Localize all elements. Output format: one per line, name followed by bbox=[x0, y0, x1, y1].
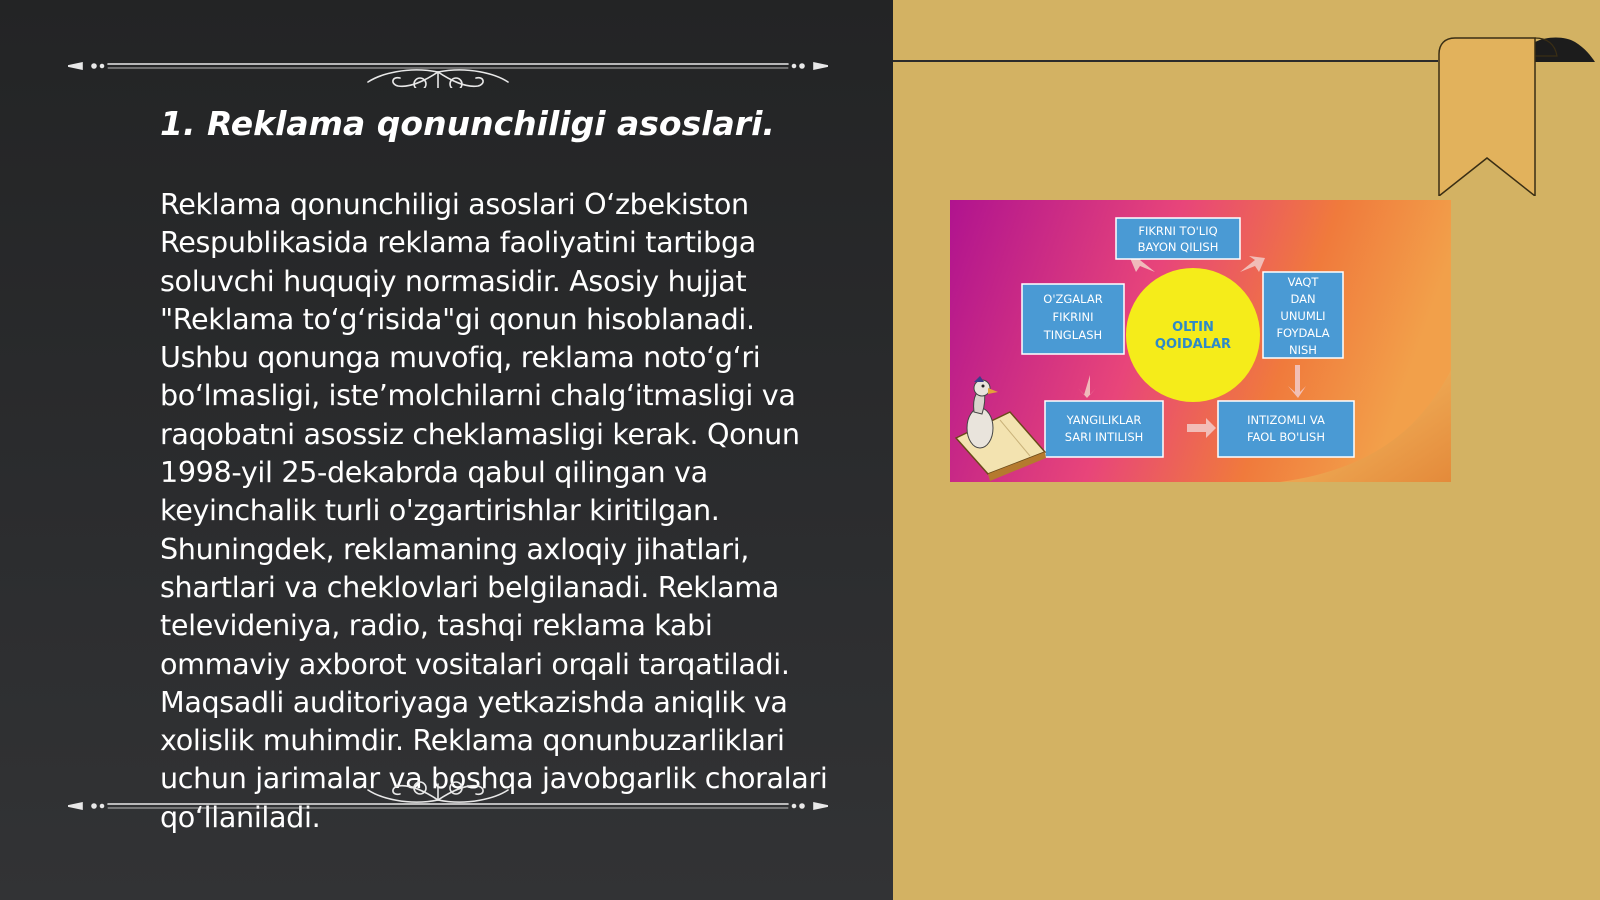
box-left bbox=[1022, 284, 1124, 354]
box-right bbox=[1263, 272, 1343, 358]
header-rule bbox=[893, 60, 1438, 62]
bookmark-ribbon bbox=[1435, 36, 1595, 196]
svg-text:FAOL BO'LISH: FAOL BO'LISH bbox=[1247, 430, 1325, 444]
golden-rules-diagram-image bbox=[950, 200, 1451, 482]
svg-text:NISH: NISH bbox=[1289, 343, 1317, 357]
svg-text:INTIZOMLI VA: INTIZOMLI VA bbox=[1247, 413, 1325, 427]
svg-text:FIKRINI: FIKRINI bbox=[1052, 310, 1094, 324]
svg-text:SARI INTILISH: SARI INTILISH bbox=[1064, 430, 1144, 444]
slide-title: 1. Reklama qonunchiligi asoslari. bbox=[160, 104, 775, 143]
box-bottom-right bbox=[1218, 401, 1354, 457]
box-bottom-left bbox=[1045, 401, 1163, 457]
svg-text:FIKRNI TO'LIQ: FIKRNI TO'LIQ bbox=[1138, 224, 1218, 238]
svg-text:DAN: DAN bbox=[1290, 292, 1316, 306]
svg-text:FOYDALA: FOYDALA bbox=[1276, 326, 1330, 340]
svg-text:TINGLASH: TINGLASH bbox=[1043, 328, 1103, 342]
svg-text:O'ZGALAR: O'ZGALAR bbox=[1043, 292, 1103, 306]
slide-body-text: Reklama qonunchiligi asoslari O‘zbekiston Respublikasida reklama faoliyatini tartibga soluvchi huquqiy normasidir. Asosiy hujjat "Reklama to‘g‘risida"gi qonun hisoblanadi. Ushbu qonunga muvofiq, reklama noto‘g‘ri bo‘lmasligi, iste’molchilarni chalg‘itmasligi va raqobatni asossiz cheklamasligi kerak. Qonun 1998-yil 25-dekabrda qabul qilingan va keyinchalik turli o'zgartirishlar kiritilgan. Shuningdek, reklamaning axloqiy jihatlari, shartlari va cheklovlari belgilanadi. Reklama televideniya, radio, tashqi reklama kabi ommaviy axborot vositalari orqali tarqatiladi. Maqsadli auditoriyaga yetkazishda aniqlik va xolislik muhimdir. Reklama qonunbuzarliklari uchun jarimalar va boshqa javobgarlik choralari qo‘llaniladi. bbox=[160, 187, 828, 834]
box-top bbox=[1116, 218, 1240, 259]
svg-text:BAYON QILISH: BAYON QILISH bbox=[1137, 240, 1219, 254]
bottom-ornament-divider bbox=[68, 778, 828, 828]
svg-text:YANGILIKLAR: YANGILIKLAR bbox=[1066, 413, 1142, 427]
diagram-center-line-2: QOIDALAR bbox=[1154, 337, 1232, 352]
svg-text:VAQT: VAQT bbox=[1287, 275, 1319, 289]
svg-text:UNUMLI: UNUMLI bbox=[1280, 309, 1326, 323]
diagram-center-line-1: OLTIN bbox=[1172, 320, 1214, 335]
top-ornament-divider bbox=[68, 38, 828, 88]
